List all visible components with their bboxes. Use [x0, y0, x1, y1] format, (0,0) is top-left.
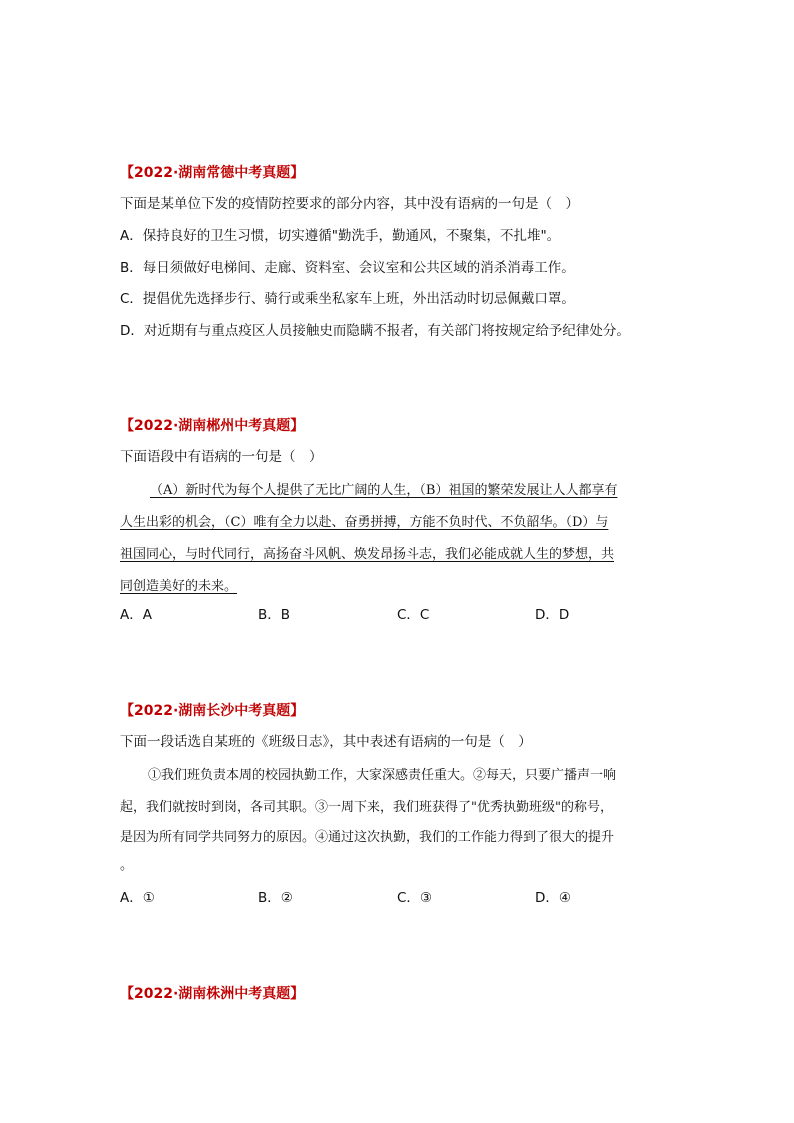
question-block [120, 984, 690, 1004]
passage-line: 是因为所有同学共同努力的原因。④通过这次执勤，我们的工作能力得到了很大的提升 [120, 830, 615, 845]
passage-line: ①我们班负责本周的校园执勤工作，大家深感责任重大。②每天，只要广播声一响 [148, 768, 617, 783]
passage-line: 。 [120, 858, 134, 873]
option-c: C．提倡优先选择步行、骑行或乘坐私家车上班，外出活动时切忌佩戴口罩。 [120, 291, 575, 307]
passage-line: （A）新时代为每个人提供了无比广阔的人生，（B）祖国的繁荣发展让人人都享有 [150, 483, 618, 498]
question-stem: 下面一段话选自某班的《班级日志》，其中表述有语病的一句是（ ） [120, 734, 532, 750]
question-source: 【2022·湖南常德中考真题】 [120, 165, 305, 181]
passage-line: 同创造美好的未来。 [120, 579, 238, 594]
option-a: A．A [120, 607, 152, 623]
question-source: 【2022·湖南长沙中考真题】 [120, 703, 305, 719]
passage-line: 人生出彩的机会，（C）唯有全力以赴、奋勇拼搏，方能不负时代、不负韶华。（D）与 [120, 515, 609, 530]
option-d: D．④ [535, 890, 571, 906]
passage-line: 祖国同心，与时代同行，高扬奋斗风帆、焕发昂扬斗志，我们必能成就人生的梦想，共 [120, 547, 615, 562]
option-a: A．① [120, 890, 155, 906]
option-b: B．② [258, 890, 293, 906]
question-source: 【2022·湖南株洲中考真题】 [120, 986, 305, 1002]
option-d: D．对近期有与重点疫区人员接触史而隐瞒不报者，有关部门将按规定给予纪律处分。 [120, 323, 630, 339]
question-source: 【2022·湖南郴州中考真题】 [120, 418, 305, 434]
question-stem: 下面语段中有语病的一句是（ ） [120, 449, 323, 465]
option-c: C．③ [397, 890, 433, 906]
passage-line: 起，我们就按时到岗，各司其职。③一周下来，我们班获得了"优秀执勤班级"的称号， [120, 800, 613, 815]
option-d: D．D [535, 607, 570, 623]
question-stem: 下面是某单位下发的疫情防控要求的部分内容，其中没有语病的一句是（ ） [120, 196, 579, 212]
question-block [120, 701, 690, 906]
question-block [120, 416, 690, 623]
option-b: B．B [258, 607, 291, 623]
option-a: A．保持良好的卫生习惯，切实遵循"勤洗手，勤通风，不聚集，不扎堆"。 [120, 228, 561, 244]
option-b: B．每日须做好电梯间、走廊、资料室、会议室和公共区域的消杀消毒工作。 [120, 260, 575, 276]
option-c: C．C [397, 607, 430, 623]
question-block [120, 163, 690, 339]
